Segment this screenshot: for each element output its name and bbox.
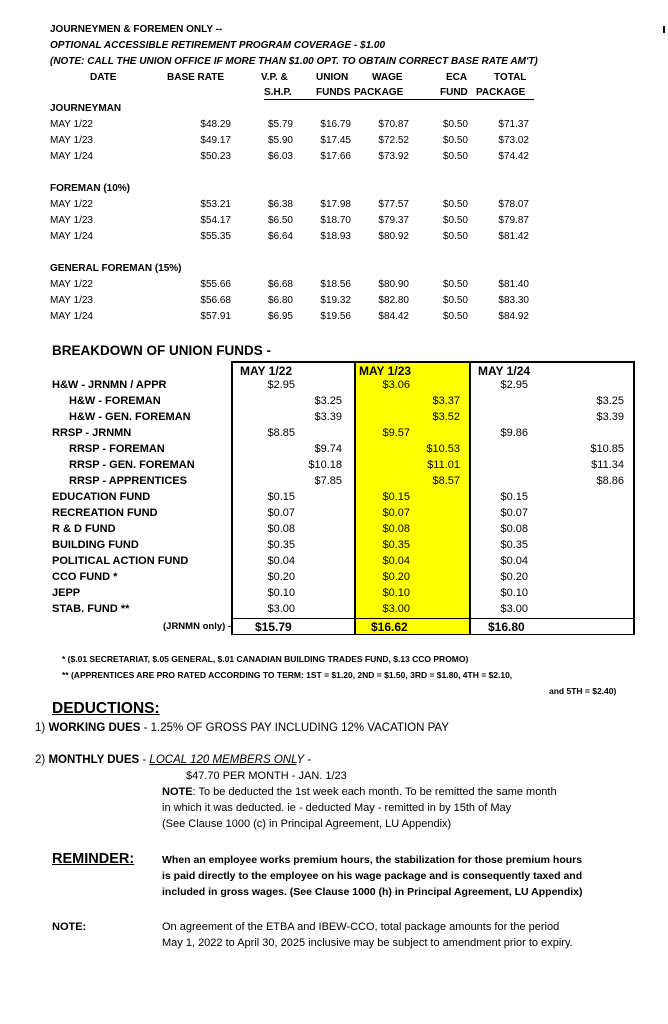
fund-value: $11.01 — [427, 459, 460, 471]
fund-value: $3.06 — [382, 379, 410, 391]
reminder-line-1: When an employee works premium hours, the stabilization for those premium hours — [162, 854, 583, 866]
col-date: DATE — [90, 72, 117, 83]
header-line-1: JOURNEYMEN & FOREMEN ONLY -- — [50, 24, 223, 35]
rate-wage-package: $77.57 — [378, 199, 409, 210]
deduction-1-num: 1) — [35, 722, 46, 734]
col-base-rate: BASE RATE — [167, 72, 225, 83]
dues-note-text: : To be deducted the 1st week each month. To be remitted the same month — [192, 786, 557, 798]
period-may-1-22: MAY 1/22 — [240, 364, 293, 378]
fund-label: R & D FUND — [52, 523, 116, 535]
header-underline — [264, 99, 534, 100]
deduction-2-label: MONTHLY DUES — [48, 754, 140, 766]
fund-value: $0.10 — [382, 587, 410, 599]
rate-union-funds: $18.93 — [320, 231, 351, 242]
fund-value: $3.37 — [432, 395, 460, 407]
rate-wage-package: $80.92 — [378, 231, 409, 242]
rate-union-funds: $17.66 — [320, 151, 351, 162]
edge-mark — [663, 26, 665, 33]
total-line-bottom — [231, 634, 634, 635]
rate-date: MAY 1/23 — [50, 295, 93, 306]
rate-wage-package: $84.42 — [378, 311, 409, 322]
fund-value: $8.57 — [432, 475, 460, 487]
fund-value: $2.95 — [267, 379, 295, 391]
fund-value: $0.20 — [382, 571, 410, 583]
breakdown-left-border — [231, 361, 233, 635]
col-union-1: UNION — [316, 72, 349, 83]
breakdown-right-border — [633, 361, 635, 635]
rate-vp-shp: $6.03 — [267, 151, 293, 162]
deductions-title: DEDUCTIONS: — [52, 700, 160, 717]
rate-total-package: $84.92 — [498, 311, 529, 322]
total-line-top — [231, 618, 634, 619]
rate-vp-shp: $6.50 — [267, 215, 293, 226]
col-eca-1: ECA — [446, 72, 468, 83]
rate-date: MAY 1/22 — [50, 199, 93, 210]
col-total-1: TOTAL — [494, 72, 527, 83]
rate-union-funds: $19.56 — [320, 311, 351, 322]
rate-total-package: $81.40 — [498, 279, 529, 290]
fund-value: $0.10 — [267, 587, 295, 599]
fund-label: CCO FUND * — [52, 571, 118, 583]
fund-value: $3.39 — [314, 411, 342, 423]
period-may-1-24: MAY 1/24 — [478, 364, 531, 378]
rate-vp-shp: $6.64 — [267, 231, 293, 242]
fund-value: $3.52 — [432, 411, 460, 423]
deduction-working-dues — [35, 722, 449, 734]
fund-value: $0.35 — [382, 539, 410, 551]
fund-label: JEPP — [52, 587, 81, 599]
rate-base-rate: $55.35 — [200, 231, 231, 242]
final-note-line-2: May 1, 2022 to April 30, 2025 inclusive may be subject to amendment prior to expiry. — [162, 937, 573, 949]
col-eca-2: FUND — [440, 87, 468, 98]
fund-label: RECREATION FUND — [52, 507, 158, 519]
rate-wage-package: $80.90 — [378, 279, 409, 290]
fund-value: $7.85 — [314, 475, 342, 487]
fund-label: BUILDING FUND — [52, 539, 139, 551]
fund-value: $0.07 — [500, 507, 528, 519]
footnote-cco: * ($.01 SECRETARIAT, $.05 GENERAL, $.01 CANADIAN BUILDING TRADES FUND, $.13 CCO PROMO) — [62, 654, 469, 664]
period-may-1-23: MAY 1/23 — [359, 364, 412, 378]
rate-eca-fund: $0.50 — [442, 119, 468, 130]
total-label: (JRNMN only) - — [163, 621, 232, 632]
final-note-line-1: On agreement of the ETBA and IBEW-CCO, total package amounts for the period — [162, 921, 560, 933]
total-may-1-23: $16.62 — [371, 620, 408, 634]
fund-value: $10.53 — [426, 443, 460, 455]
rate-eca-fund: $0.50 — [442, 279, 468, 290]
rate-union-funds: $16.79 — [320, 119, 351, 130]
rate-total-package: $81.42 — [498, 231, 529, 242]
footnote-apprentices-cont: and 5TH = $2.40) — [549, 686, 617, 696]
total-may-1-24: $16.80 — [488, 620, 525, 634]
rate-vp-shp: $6.38 — [267, 199, 293, 210]
fund-value: $0.04 — [382, 555, 410, 567]
rate-eca-fund: $0.50 — [442, 231, 468, 242]
rate-vp-shp: $5.90 — [267, 135, 293, 146]
fund-value: $8.85 — [267, 427, 295, 439]
col-wage-1: WAGE — [372, 72, 403, 83]
fund-label: RRSP - APPRENTICES — [69, 475, 187, 487]
fund-value: $0.08 — [267, 523, 295, 535]
fund-value: $3.39 — [596, 411, 624, 423]
fund-value: $10.85 — [590, 443, 624, 455]
rate-wage-package: $73.92 — [378, 151, 409, 162]
rate-total-package: $73.02 — [498, 135, 529, 146]
local-120-link[interactable]: LOCAL 120 MEMBERS ONL — [149, 754, 297, 766]
rate-base-rate: $50.23 — [200, 151, 231, 162]
rate-base-rate: $57.91 — [200, 311, 231, 322]
fund-value: $2.95 — [500, 379, 528, 391]
deduction-2-tail: Y - — [296, 754, 311, 766]
breakdown-title: BREAKDOWN OF UNION FUNDS - — [52, 343, 271, 358]
rate-union-funds: $19.32 — [320, 295, 351, 306]
fund-label: H&W - JRNMN / APPR — [52, 379, 167, 391]
rate-eca-fund: $0.50 — [442, 311, 468, 322]
rate-total-package: $78.07 — [498, 199, 529, 210]
col-union-2: FUNDS — [316, 87, 351, 98]
rate-date: MAY 1/22 — [50, 119, 93, 130]
rate-date: MAY 1/23 — [50, 135, 93, 146]
fund-value: $0.20 — [267, 571, 295, 583]
reminder-label: REMINDER: — [52, 851, 135, 867]
rate-date: MAY 1/24 — [50, 231, 93, 242]
fund-value: $9.74 — [314, 443, 342, 455]
fund-value: $0.08 — [500, 523, 528, 535]
rate-wage-package: $79.37 — [378, 215, 409, 226]
rate-union-funds: $18.56 — [320, 279, 351, 290]
deduction-monthly-dues — [35, 754, 311, 766]
fund-value: $0.15 — [500, 491, 528, 503]
fund-value: $10.18 — [308, 459, 342, 471]
rate-date: MAY 1/24 — [50, 311, 93, 322]
col-vp-2: S.H.P. — [264, 87, 292, 98]
fund-value: $0.07 — [382, 507, 410, 519]
fund-value: $0.15 — [382, 491, 410, 503]
fund-value: $0.20 — [500, 571, 528, 583]
rate-total-package: $71.37 — [498, 119, 529, 130]
rate-total-package: $74.42 — [498, 151, 529, 162]
deduction-2-dash: - — [139, 754, 150, 766]
fund-value: $3.25 — [596, 395, 624, 407]
rate-wage-package: $82.80 — [378, 295, 409, 306]
rate-base-rate: $49.17 — [200, 135, 231, 146]
rate-wage-package: $72.52 — [378, 135, 409, 146]
fund-value: $0.35 — [500, 539, 528, 551]
dues-note-label: NOTE — [162, 786, 193, 798]
header-line-3: (NOTE: CALL THE UNION OFFICE IF MORE THAN $1.00 OPT. TO OBTAIN CORRECT BASE RATE AM'T) — [50, 56, 538, 67]
rate-base-rate: $54.17 — [200, 215, 231, 226]
rate-union-funds: $17.45 — [320, 135, 351, 146]
col-total-2: PACKAGE — [476, 87, 526, 98]
fund-value: $0.35 — [267, 539, 295, 551]
fund-label: EDUCATION FUND — [52, 491, 151, 503]
fund-value: $9.86 — [500, 427, 528, 439]
fund-label: RRSP - FOREMAN — [69, 443, 165, 455]
fund-value: $3.00 — [267, 603, 295, 615]
fund-value: $3.25 — [314, 395, 342, 407]
fund-value: $0.04 — [267, 555, 295, 567]
rate-wage-package: $70.87 — [378, 119, 409, 130]
header-line-2: OPTIONAL ACCESSIBLE RETIREMENT PROGRAM COVERAGE - $1.00 — [50, 40, 386, 51]
dues-note-line-1 — [162, 786, 557, 798]
fund-value: $3.00 — [500, 603, 528, 615]
rate-total-package: $79.87 — [498, 215, 529, 226]
deduction-1-label: WORKING DUES — [48, 722, 141, 734]
deduction-2-num: 2) — [35, 754, 46, 766]
rate-union-funds: $17.98 — [320, 199, 351, 210]
fund-label: RRSP - JRNMN — [52, 427, 132, 439]
fund-label: H&W - GEN. FOREMAN — [69, 411, 191, 423]
rate-date: MAY 1/24 — [50, 151, 93, 162]
total-may-1-22: $15.79 — [255, 620, 292, 634]
rate-vp-shp: $5.79 — [267, 119, 293, 130]
rate-eca-fund: $0.50 — [442, 295, 468, 306]
rate-base-rate: $56.68 — [200, 295, 231, 306]
reminder-line-2: is paid directly to the employee on his wage package and is consequently taxed and — [162, 870, 583, 882]
rate-eca-fund: $0.50 — [442, 215, 468, 226]
final-note-label: NOTE: — [52, 921, 87, 933]
footnote-apprentices: ** (APPRENTICES ARE PRO RATED ACCORDING TO TERM: 1ST = $1.20, 2ND = $1.50, 3RD = $1.80, 4TH = $2.10, — [62, 670, 513, 680]
fund-value: $8.86 — [596, 475, 624, 487]
rate-eca-fund: $0.50 — [442, 151, 468, 162]
fund-value: $0.10 — [500, 587, 528, 599]
rate-vp-shp: $6.95 — [267, 311, 293, 322]
rate-union-funds: $18.70 — [320, 215, 351, 226]
rate-vp-shp: $6.80 — [267, 295, 293, 306]
fund-value: $0.08 — [382, 523, 410, 535]
dues-note-line-2: in which it was deducted. ie - deducted May - remitted in by 15th of May — [162, 802, 512, 814]
fund-value: $0.15 — [267, 491, 295, 503]
rate-eca-fund: $0.50 — [442, 199, 468, 210]
fund-value: $11.34 — [591, 459, 624, 471]
fund-value: $3.00 — [382, 603, 410, 615]
fund-value: $0.07 — [267, 507, 295, 519]
fund-value: $0.04 — [500, 555, 528, 567]
fund-label: STAB. FUND ** — [52, 603, 130, 615]
col-vp-1: V.P. & — [261, 72, 288, 83]
dues-note-line-3: (See Clause 1000 (c) in Principal Agreement, LU Appendix) — [162, 818, 452, 830]
reminder-line-3: included in gross wages. (See Clause 1000 (h) in Principal Agreement, LU Appendix) — [162, 886, 583, 898]
col-wage-2: PACKAGE — [354, 87, 404, 98]
deduction-1-text: - 1.25% OF GROSS PAY INCLUDING 12% VACATION PAY — [140, 722, 449, 734]
rate-base-rate: $53.21 — [200, 199, 231, 210]
rate-group-title: FOREMAN (10%) — [50, 183, 131, 194]
breakdown-top-border — [231, 361, 634, 363]
monthly-dues-amount: $47.70 PER MONTH - JAN. 1/23 — [186, 770, 347, 782]
rate-base-rate: $55.66 — [200, 279, 231, 290]
fund-label: POLITICAL ACTION FUND — [52, 555, 189, 567]
rate-group-title: JOURNEYMAN — [50, 103, 122, 114]
rate-date: MAY 1/23 — [50, 215, 93, 226]
rate-total-package: $83.30 — [498, 295, 529, 306]
fund-label: RRSP - GEN. FOREMAN — [69, 459, 195, 471]
rate-base-rate: $48.29 — [200, 119, 231, 130]
fund-value: $9.57 — [382, 427, 410, 439]
rate-vp-shp: $6.68 — [267, 279, 293, 290]
rate-eca-fund: $0.50 — [442, 135, 468, 146]
rate-group-title: GENERAL FOREMAN (15%) — [50, 263, 182, 274]
fund-label: H&W - FOREMAN — [69, 395, 161, 407]
rate-date: MAY 1/22 — [50, 279, 93, 290]
